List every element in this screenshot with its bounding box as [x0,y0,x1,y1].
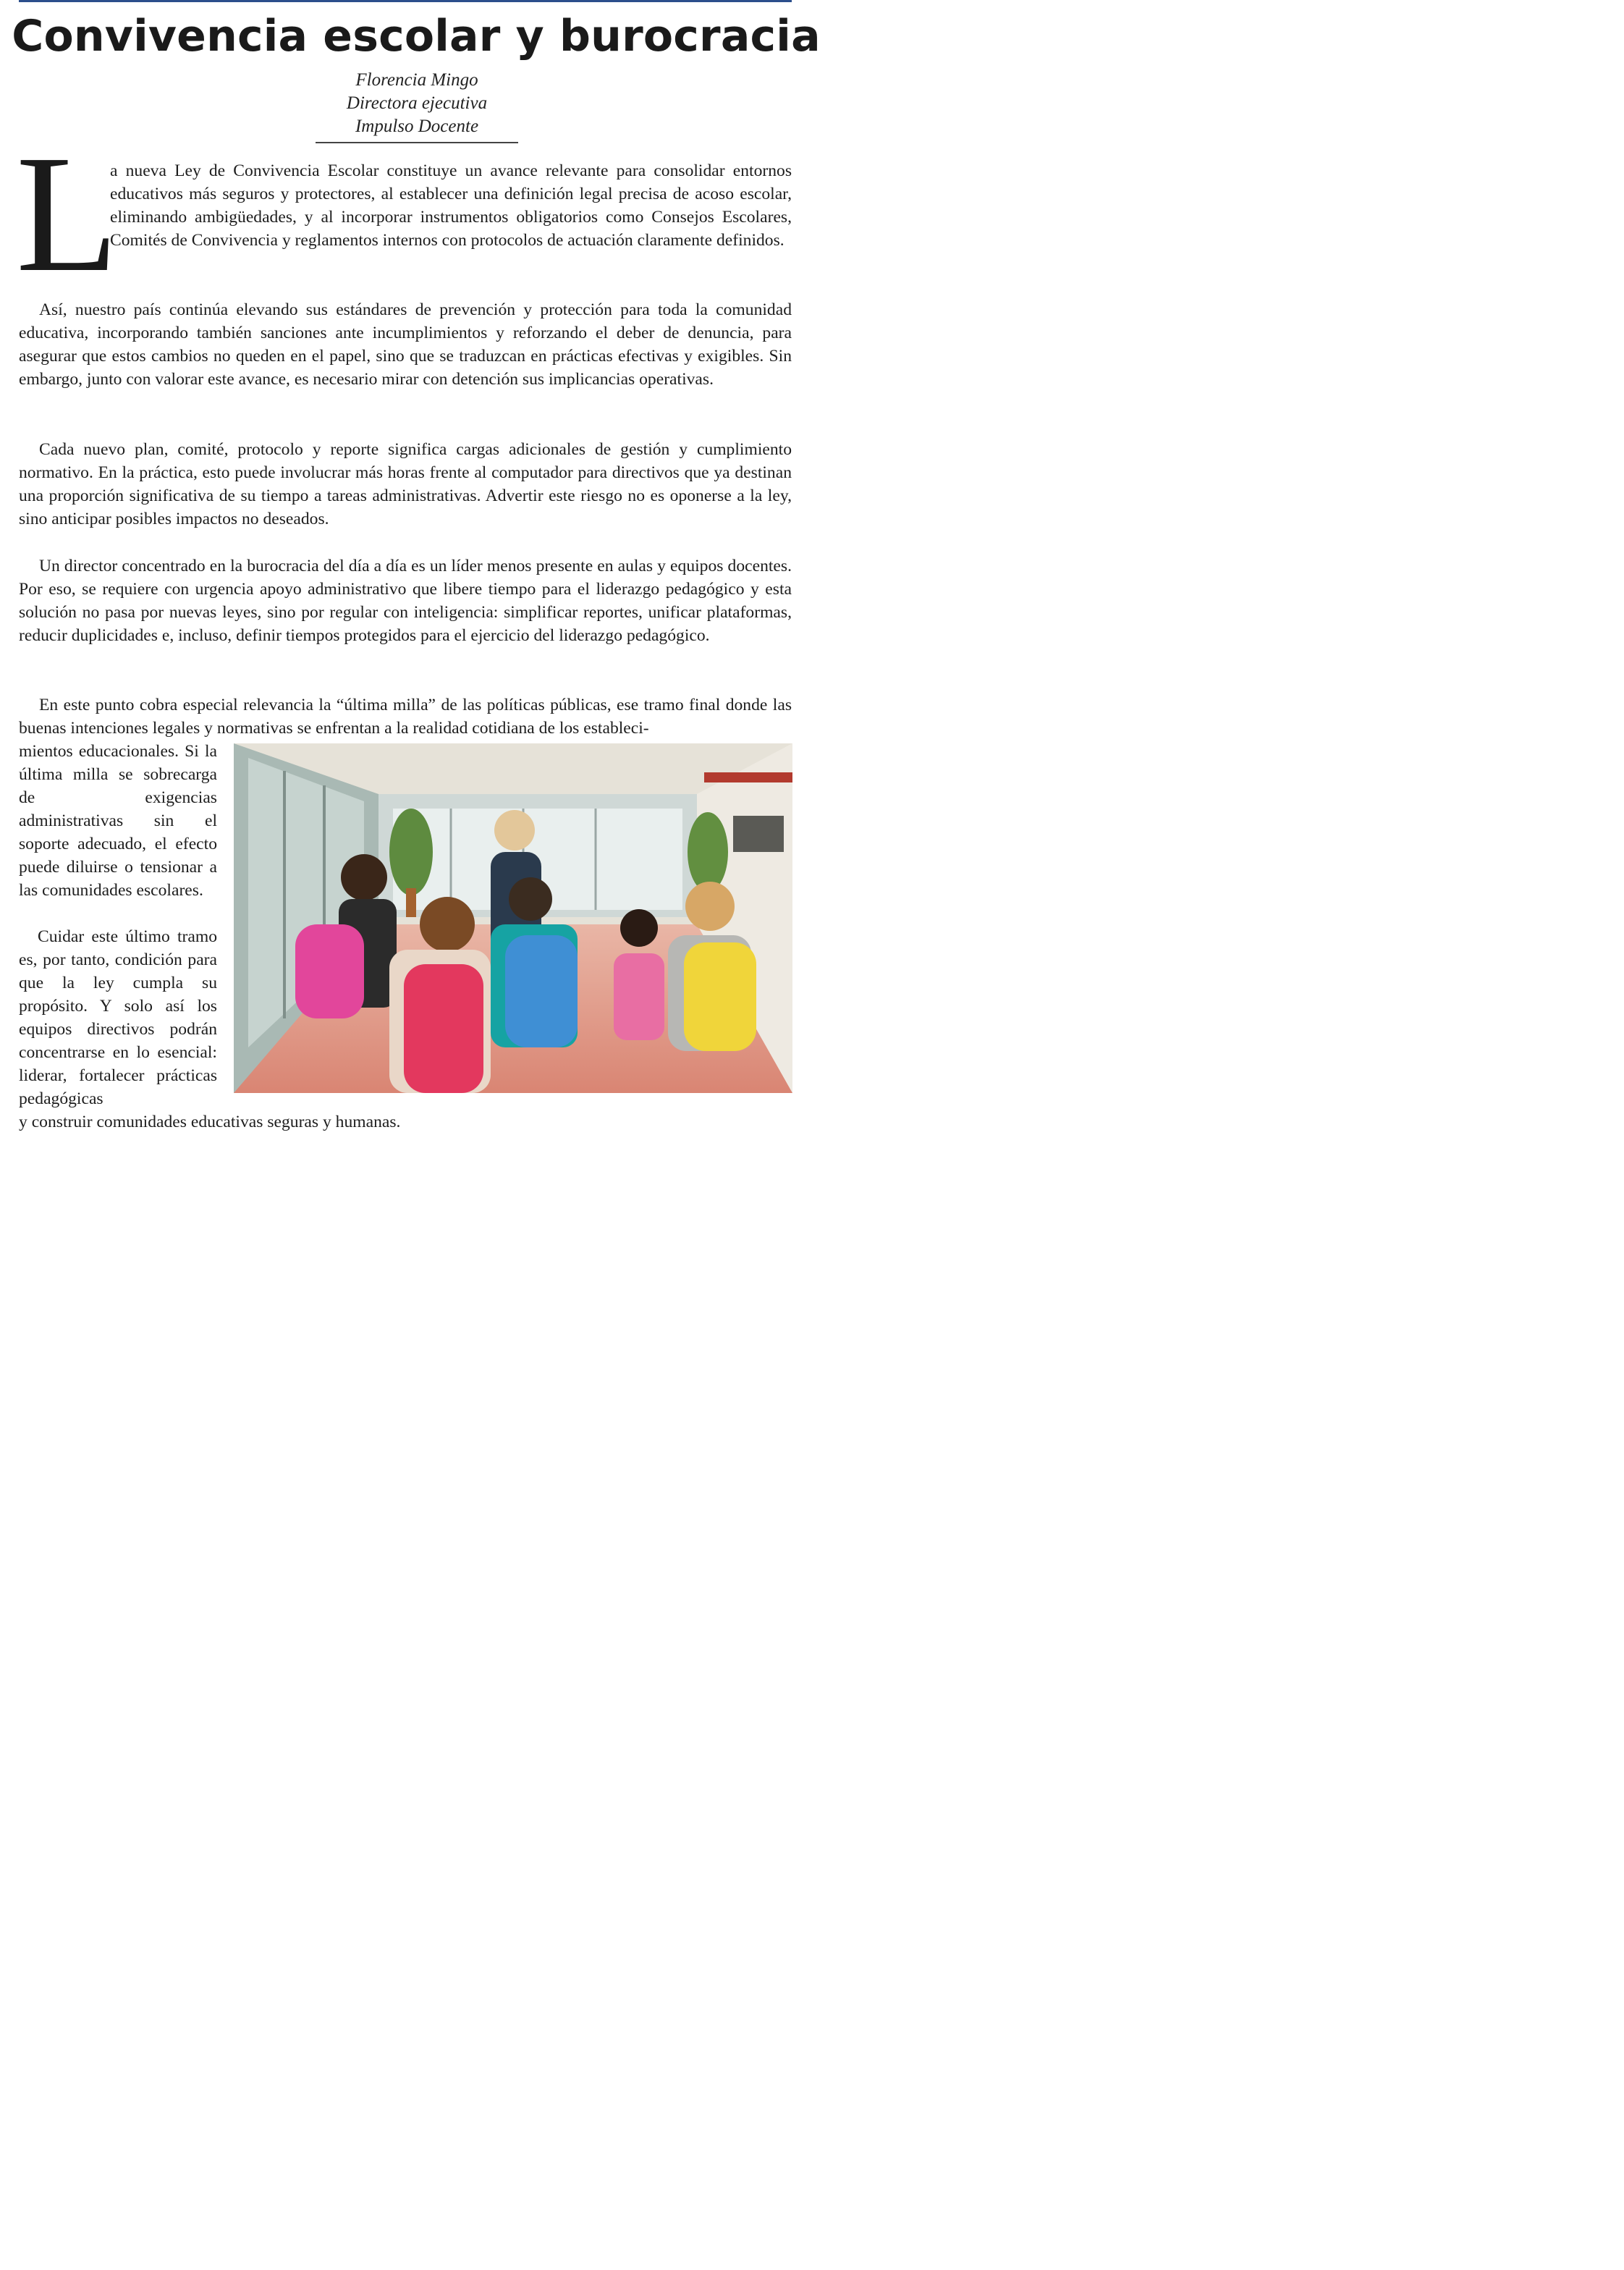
article-title: Convivencia escolar y burocracia [12,11,821,62]
author-role: Directora ejecutiva [346,93,488,113]
paragraph-3: Cada nuevo plan, comité, protocolo y reporte significa cargas adicionales de gestión y cumplimiento normativo. En la práctica, esto puede involucrar más horas frente al computador para directivos que ya destinan una proporción significativa de su tiempo a tareas administrativas. Advertir este riesgo no es oponerse a la ley, sino anticipar posibles impactos no deseados. [19,440,792,528]
top-rule [19,0,792,2]
byline [316,69,518,138]
author-name: Florencia Mingo [355,70,478,90]
paragraph-5-lead: En este punto cobra especial relevancia la “última milla” de las políticas públicas, ese tramo final donde las buenas intenciones legales y normativas se enfrentan a la realidad cotidiana de los estableci- [19,696,792,738]
article-photo [234,743,792,1093]
author-organization: Impulso Docente [355,117,479,136]
paragraph-1: a nueva Ley de Convivencia Escolar constituye un avance relevante para consolidar entornos educativos más seguros y protectores, al establecer una definición legal precisa de acoso escolar, eliminando ambigüedades, y al incorporar instrumentos obligatorios como Consejos Escolares, Comités de Convivencia y reglamentos internos con protocolos de actuación claramente definidos. [110,161,792,250]
paragraph-4: Un director concentrado en la burocracia del día a día es un líder menos presente en aulas y equipos docentes. Por eso, se requiere con urgencia apoyo administrativo que libere tiempo para el liderazgo pedagógico y esta solución no pasa por nuevas leyes, sino por regular con inteligencia: simplificar reportes, unificar plataformas, reducir duplicidades e, incluso, definir tiempos protegidos para el ejercicio del liderazgo pedagógico. [19,557,792,645]
paragraph-2: Así, nuestro país continúa elevando sus estándares de prevención y protección para toda la comunidad educativa, incorporando también sanciones ante incumplimientos y reforzando el deber de denuncia, para asegurar que estos cambios no queden en el papel, sino que se traduzcan en prácticas efectivas y exigibles. Sin embargo, junto con valorar este avance, es necesario mirar con detención sus implicancias operativas. [19,300,792,389]
byline-divider [316,142,518,143]
paragraph-6-column: Cuidar este último tramo es, por tanto, condición para que la ley cumpla su propósito. Y solo así los equipos directivos podrán concentrarse en lo esencial: liderar, fortalecer prácticas pedagógicas [19,927,217,1108]
drop-cap: L [16,142,119,279]
paragraph-5-column: mientos educacionales. Si la última milla se sobrecarga de exigencias administrativas sin el soporte adecuado, el efecto puede diluirse o tensionar a las comunidades escolares. [19,742,217,900]
closing-line: y construir comunidades educativas seguras y humanas. [19,1113,401,1131]
